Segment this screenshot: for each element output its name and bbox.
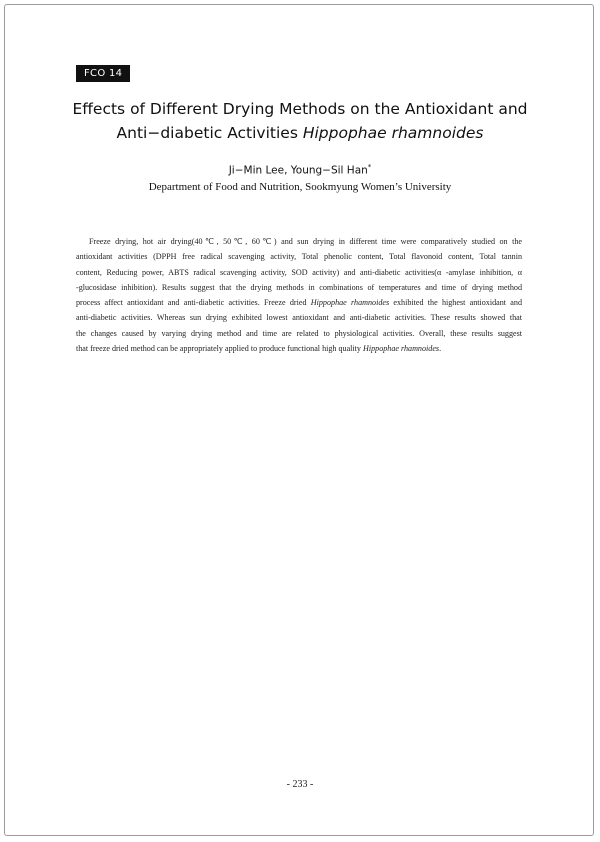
title-line-2-text: Anti−diabetic Activities (116, 124, 303, 142)
author-affiliation: Department of Food and Nutrition, Sookmyung Women’s University (148, 181, 452, 193)
page-number: - 233 - (286, 779, 314, 790)
abstract-body (76, 234, 522, 356)
abstract-species-name: Hippophae rhamnoides (310, 298, 390, 308)
abstract-text: that freeze dried method can be appropriately applied to produce functional high quality (76, 344, 363, 354)
abstract-line: anti-diabetic activities. Whereas sun drying exhibited lowest antioxidant and anti-diabetic activities. These results showed that (76, 313, 522, 323)
abstract-line: antioxidant activities (DPPH free radical scavenging activity, Total phenolic content, Total flavonoid content, Total tannin (76, 252, 522, 262)
corresponding-author-mark: * (367, 163, 372, 171)
abstract-text: process affect antioxidant and anti-diabetic activities. Freeze dried (76, 298, 311, 308)
abstract-line: content, Reducing power, ABTS radical scavenging activity, SOD activity) and anti-diabetic activities(α -amylase inhibition, α (76, 267, 522, 277)
abstract-species-name: Hippophae rhamnoides (363, 344, 440, 354)
session-code-badge: FCO 14 (76, 65, 130, 82)
author-list (0, 163, 600, 177)
abstract-line: -glucosidase inhibition). Results suggest that the drying methods in combinations of temperatures and time of drying method (76, 282, 522, 292)
abstract-text: . (439, 344, 442, 354)
title-line-1: Effects of Different Drying Methods on the Antioxidant and (72, 100, 528, 118)
abstract-text: exhibited the highest antioxidant and (389, 298, 522, 308)
title-species-name: Hippophae rhamnoides (302, 124, 484, 142)
abstract-line (76, 341, 522, 356)
abstract-line: Freeze drying, hot air drying(40℃, 50℃, 60℃) and sun drying in different time were comparatively studied on the (89, 237, 522, 246)
abstract-line (76, 295, 522, 310)
title-line-2 (40, 121, 560, 145)
abstract-line: the changes caused by varying drying method and time are related to physiological activities. Overall, these results suggest (76, 328, 522, 338)
author-names: Ji−Min Lee, Young−Sil Han (228, 164, 368, 177)
paper-title (40, 97, 560, 145)
